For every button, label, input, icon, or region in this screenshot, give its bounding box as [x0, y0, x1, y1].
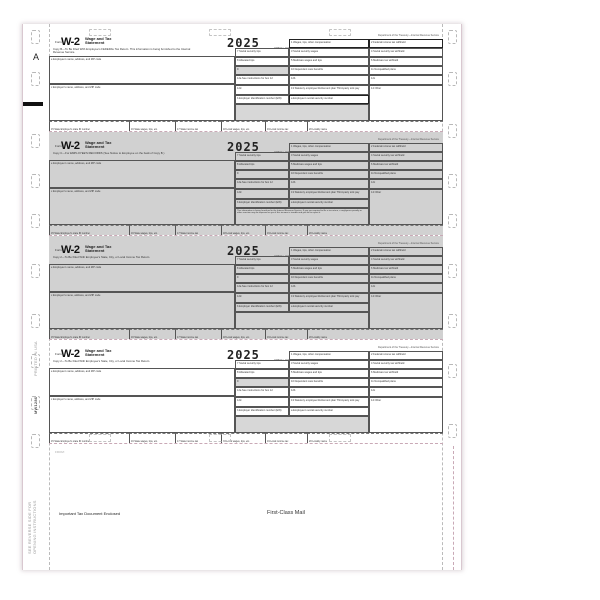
- box-5-medicare-wages[interactable]: 5 Medicare wages and tips: [289, 369, 369, 378]
- box-7-ss-tips[interactable]: 7 Social security tips: [235, 256, 289, 265]
- box-6-medicare-tax[interactable]: 6 Medicare tax withheld: [369, 265, 443, 274]
- box-14-other[interactable]: 14 Other: [369, 397, 443, 433]
- box-1-wages[interactable]: 1 Wages, tips, other compensation: [289, 247, 369, 256]
- box-1-wages[interactable]: 1 Wages, tips, other compensation: [289, 39, 369, 48]
- opening-instructions: SEE REVERSE SIDE FOR OPENING INSTRUCTIONS: [27, 500, 37, 554]
- box-19-local-tax[interactable]: 19 Local income tax: [265, 329, 307, 339]
- box-3-ss-wages[interactable]: 3 Social security wages: [289, 360, 369, 369]
- box-9: 9: [235, 274, 289, 283]
- box-8-allocated-tips[interactable]: 8 Allocated tips: [235, 57, 289, 66]
- irs-notice: This information is being furnished to the Internal Revenue Service. If you are required to file a tax return, a negligence penalty or other sanction may be imposed on you if this income is taxable and you fail to report it.: [235, 208, 369, 225]
- box-1-wages[interactable]: 1 Wages, tips, other compensation: [289, 351, 369, 360]
- state-local-row: [49, 225, 443, 235]
- tax-year: 2025: [227, 36, 260, 50]
- form-prefix: Form: [55, 352, 62, 356]
- pinfeed-hole: [31, 214, 40, 228]
- box-17-state-tax[interactable]: 17 State income tax: [175, 433, 221, 443]
- copy-designation: Copy B—To Be Filed With Employee's FEDERAL Tax Return. This information is being furnished to the Internal Revenue Service.: [53, 47, 191, 55]
- box-7-ss-tips[interactable]: 7 Social security tips: [235, 152, 289, 161]
- box-2-federal-tax[interactable]: 2 Federal income tax withheld: [369, 39, 443, 48]
- box-3-ss-wages[interactable]: 3 Social security wages: [289, 152, 369, 161]
- copy-designation: Copy 2—To Be Filed With Employee's State, City, or Local Income Tax Return.: [53, 255, 151, 259]
- box-12d[interactable]: 12d: [235, 189, 289, 199]
- box-14-other[interactable]: 14 Other: [369, 85, 443, 121]
- box-15-state[interactable]: 15 State Employer's state ID number: [49, 225, 129, 235]
- box-4-ss-tax[interactable]: 4 Social security tax withheld: [369, 256, 443, 265]
- box-12d[interactable]: 12d: [235, 397, 289, 407]
- pinfeed-hole: [31, 314, 40, 328]
- box-a-ssn[interactable]: a Employee's social security number: [289, 95, 369, 104]
- box-e-employee-name[interactable]: e Employee's name, address, and ZIP code: [49, 56, 235, 84]
- department: Department of the Treasury—Internal Revenue Service: [377, 346, 439, 349]
- printed-in-usa: PRINTED IN USA: [33, 341, 38, 376]
- form-code: MW1286: [33, 396, 38, 414]
- box-6-medicare-tax[interactable]: 6 Medicare tax withheld: [369, 57, 443, 66]
- box-2-federal-tax[interactable]: 2 Federal income tax withheld: [369, 143, 443, 152]
- copy-body: [49, 236, 443, 339]
- box-6-medicare-tax[interactable]: 6 Medicare tax withheld: [369, 161, 443, 170]
- box-10-dependent-care[interactable]: 10 Dependent care benefits: [289, 170, 369, 179]
- box-4-ss-tax[interactable]: 4 Social security tax withheld: [369, 48, 443, 57]
- pinfeed-hole: [448, 424, 457, 438]
- box-3-ss-wages[interactable]: 3 Social security wages: [289, 256, 369, 265]
- box-13-checkboxes[interactable]: 13 Statutory employee Retirement plan Third-party sick pay: [289, 189, 369, 199]
- state-local-row: [49, 121, 443, 131]
- shaded-area: [235, 104, 369, 121]
- box-4-ss-tax[interactable]: 4 Social security tax withheld: [369, 360, 443, 369]
- box-20-locality[interactable]: 20 Locality name: [307, 433, 443, 443]
- box-2-federal-tax[interactable]: 2 Federal income tax withheld: [369, 247, 443, 256]
- box-15-state[interactable]: 15 State Employer's state ID number: [49, 329, 129, 339]
- form-name: W-2: [61, 348, 80, 360]
- box-12a[interactable]: 12a See instructions for box 12: [235, 387, 289, 397]
- box-a-ssn[interactable]: a Employee's social security number: [289, 407, 369, 416]
- box-16-state-wages[interactable]: 16 State wages, tips, etc.: [129, 329, 175, 339]
- copy-letter: A: [33, 52, 40, 62]
- important-document-notice: Important Tax Document Enclosed: [59, 511, 121, 516]
- pinfeed-hole: [31, 264, 40, 278]
- box-c-employer-name[interactable]: c Employer's name, address, and ZIP code: [49, 292, 235, 329]
- box-12d[interactable]: 12d: [235, 293, 289, 303]
- tax-year: 2025: [227, 348, 260, 362]
- form-title: Wage and Tax Statement: [85, 348, 112, 357]
- box-9: 9: [235, 378, 289, 387]
- from-label: FROM:: [55, 450, 65, 454]
- pinfeed-hole: [448, 30, 457, 44]
- copy-body: [49, 28, 443, 131]
- box-a-ssn[interactable]: a Employee's social security number: [289, 199, 369, 208]
- pinfeed-hole: [448, 314, 457, 328]
- box-b-ein[interactable]: b Employer identification number (EIN): [235, 303, 289, 312]
- box-12c[interactable]: 12c: [369, 75, 443, 85]
- pinfeed-hole: [31, 434, 40, 448]
- form-prefix: Form: [55, 40, 62, 44]
- first-class-mail-label: First-Class Mail: [267, 510, 305, 516]
- pinfeed-hole: [31, 30, 40, 44]
- pinfeed-hole: [448, 174, 457, 188]
- blank-area: [235, 312, 369, 329]
- department: Department of the Treasury—Internal Revenue Service: [377, 34, 439, 37]
- box-14-other[interactable]: 14 Other: [369, 293, 443, 329]
- form-name: W-2: [61, 36, 80, 48]
- box-10-dependent-care[interactable]: 10 Dependent care benefits: [289, 378, 369, 387]
- w2-copy-1: [49, 28, 443, 132]
- w2-copy-3: [49, 236, 443, 340]
- form-name: W-2: [61, 244, 80, 256]
- shaded-area: [235, 416, 369, 433]
- box-12b[interactable]: 12b: [289, 283, 369, 293]
- box-11-nonqualified[interactable]: 11 Nonqualified plans: [369, 378, 443, 387]
- box-18-local-wages[interactable]: 18 Local wages, tips, etc.: [221, 329, 265, 339]
- box-5-medicare-wages[interactable]: 5 Medicare wages and tips: [289, 57, 369, 66]
- left-pinfeed-strip: [23, 24, 50, 570]
- pinfeed-hole: [31, 72, 40, 86]
- box-7-ss-tips[interactable]: 7 Social security tips: [235, 360, 289, 369]
- w2-form-sheet: [22, 24, 462, 570]
- box-9: 9: [235, 170, 289, 179]
- omb-number: OMB No. 1545-0029: [274, 47, 297, 50]
- box-2-federal-tax[interactable]: 2 Federal income tax withheld: [369, 351, 443, 360]
- pinfeed-hole: [31, 174, 40, 188]
- box-7-ss-tips[interactable]: 7 Social security tips: [235, 48, 289, 57]
- box-20-locality[interactable]: 20 Locality name: [307, 329, 443, 339]
- box-19-local-tax[interactable]: 19 Local income tax: [265, 225, 307, 235]
- box-12a[interactable]: 12a See instructions for box 12: [235, 75, 289, 85]
- box-16-state-wages[interactable]: 16 State wages, tips, etc.: [129, 225, 175, 235]
- box-18-local-wages[interactable]: 18 Local wages, tips, etc.: [221, 433, 265, 443]
- pinfeed-hole: [448, 124, 457, 138]
- box-c-employer-name[interactable]: c Employer's name, address, and ZIP code: [49, 396, 235, 433]
- box-11-nonqualified[interactable]: 11 Nonqualified plans: [369, 66, 443, 75]
- box-18-local-wages[interactable]: 18 Local wages, tips, etc.: [221, 225, 265, 235]
- box-19-local-tax[interactable]: 19 Local income tax: [265, 121, 307, 131]
- pinfeed-hole: [31, 134, 40, 148]
- tax-year: 2025: [227, 140, 260, 154]
- alignment-mark: [23, 102, 43, 106]
- form-prefix: Form: [55, 248, 62, 252]
- box-6-medicare-tax[interactable]: 6 Medicare tax withheld: [369, 369, 443, 378]
- box-17-state-tax[interactable]: 17 State income tax: [175, 225, 221, 235]
- box-19-local-tax[interactable]: 19 Local income tax: [265, 433, 307, 443]
- box-12a[interactable]: 12a See instructions for box 12: [235, 283, 289, 293]
- copy-designation: Copy C—For EMPLOYEE'S RECORDS (See Notice to Employee on the back of Copy B.): [53, 151, 165, 155]
- box-12c[interactable]: 12c: [369, 283, 443, 293]
- box-b-ein[interactable]: b Employer identification number (EIN): [235, 199, 289, 208]
- box-4-ss-tax[interactable]: 4 Social security tax withheld: [369, 152, 443, 161]
- box-10-dependent-care[interactable]: 10 Dependent care benefits: [289, 66, 369, 75]
- department: Department of the Treasury—Internal Revenue Service: [377, 138, 439, 141]
- box-20-locality[interactable]: 20 Locality name: [307, 225, 443, 235]
- box-1-wages[interactable]: 1 Wages, tips, other compensation: [289, 143, 369, 152]
- tax-year: 2025: [227, 244, 260, 258]
- box-c-employer-name[interactable]: c Employer's name, address, and ZIP code: [49, 188, 235, 225]
- box-13-checkboxes[interactable]: 13 Statutory employee Retirement plan Third-party sick pay: [289, 293, 369, 303]
- box-b-ein[interactable]: b Employer identification number (EIN): [235, 95, 289, 104]
- pinfeed-hole: [448, 72, 457, 86]
- box-12b[interactable]: 12b: [289, 387, 369, 397]
- department: Department of the Treasury—Internal Revenue Service: [377, 242, 439, 245]
- box-16-state-wages[interactable]: 16 State wages, tips, etc.: [129, 121, 175, 131]
- omb-number: OMB No. 1545-0029: [274, 151, 297, 154]
- box-e-employee-name[interactable]: e Employee's name, address, and ZIP code: [49, 368, 235, 396]
- box-20-locality[interactable]: 20 Locality name: [307, 121, 443, 131]
- box-13-checkboxes[interactable]: 13 Statutory employee Retirement plan Third-party sick pay: [289, 397, 369, 407]
- box-e-employee-name[interactable]: e Employee's name, address, and ZIP code: [49, 264, 235, 292]
- form-name: W-2: [61, 140, 80, 152]
- box-5-medicare-wages[interactable]: 5 Medicare wages and tips: [289, 265, 369, 274]
- box-a-ssn[interactable]: a Employee's social security number: [289, 303, 369, 312]
- box-b-ein[interactable]: b Employer identification number (EIN): [235, 407, 289, 416]
- omb-number: OMB No. 1545-0029: [274, 359, 297, 362]
- copy-body: [49, 132, 443, 235]
- box-18-local-wages[interactable]: 18 Local wages, tips, etc.: [221, 121, 265, 131]
- box-12b[interactable]: 12b: [289, 179, 369, 189]
- right-pinfeed-strip: [442, 24, 461, 570]
- box-15-state[interactable]: 15 State Employer's state ID number: [49, 121, 129, 131]
- form-title: Wage and Tax Statement: [85, 36, 112, 45]
- box-16-state-wages[interactable]: 16 State wages, tips, etc.: [129, 433, 175, 443]
- state-local-row: [49, 329, 443, 339]
- box-8-allocated-tips[interactable]: 8 Allocated tips: [235, 369, 289, 378]
- box-11-nonqualified[interactable]: 11 Nonqualified plans: [369, 170, 443, 179]
- box-5-medicare-wages[interactable]: 5 Medicare wages and tips: [289, 161, 369, 170]
- pinfeed-hole: [448, 214, 457, 228]
- box-12b[interactable]: 12b: [289, 75, 369, 85]
- box-9: 9: [235, 66, 289, 75]
- box-10-dependent-care[interactable]: 10 Dependent care benefits: [289, 274, 369, 283]
- box-15-state[interactable]: 15 State Employer's state ID number: [49, 433, 129, 443]
- box-13-checkboxes[interactable]: 13 Statutory employee Retirement plan Third-party sick pay: [289, 85, 369, 95]
- form-prefix: Form: [55, 144, 62, 148]
- perforation-line: [453, 446, 454, 570]
- omb-number: OMB No. 1545-0029: [274, 255, 297, 258]
- box-12a[interactable]: 12a See instructions for box 12: [235, 179, 289, 189]
- box-12d[interactable]: 12d: [235, 85, 289, 95]
- form-title: Wage and Tax Statement: [85, 244, 112, 253]
- envelope-section: [49, 446, 443, 570]
- box-14-other[interactable]: 14 Other: [369, 189, 443, 225]
- copy-body: [49, 340, 443, 443]
- w2-copy-2: [49, 132, 443, 236]
- box-8-allocated-tips[interactable]: 8 Allocated tips: [235, 161, 289, 170]
- pinfeed-hole: [448, 364, 457, 378]
- box-11-nonqualified[interactable]: 11 Nonqualified plans: [369, 274, 443, 283]
- box-17-state-tax[interactable]: 17 State income tax: [175, 329, 221, 339]
- w2-copy-4: [49, 340, 443, 444]
- box-17-state-tax[interactable]: 17 State income tax: [175, 121, 221, 131]
- box-12c[interactable]: 12c: [369, 179, 443, 189]
- box-8-allocated-tips[interactable]: 8 Allocated tips: [235, 265, 289, 274]
- pinfeed-hole: [448, 264, 457, 278]
- box-c-employer-name[interactable]: c Employer's name, address, and ZIP code: [49, 84, 235, 121]
- form-title: Wage and Tax Statement: [85, 140, 112, 149]
- copy-designation: Copy 2—To Be Filed With Employee's State, City, or Local Income Tax Return.: [53, 359, 151, 363]
- box-12c[interactable]: 12c: [369, 387, 443, 397]
- box-3-ss-wages[interactable]: 3 Social security wages: [289, 48, 369, 57]
- box-e-employee-name[interactable]: e Employee's name, address, and ZIP code: [49, 160, 235, 188]
